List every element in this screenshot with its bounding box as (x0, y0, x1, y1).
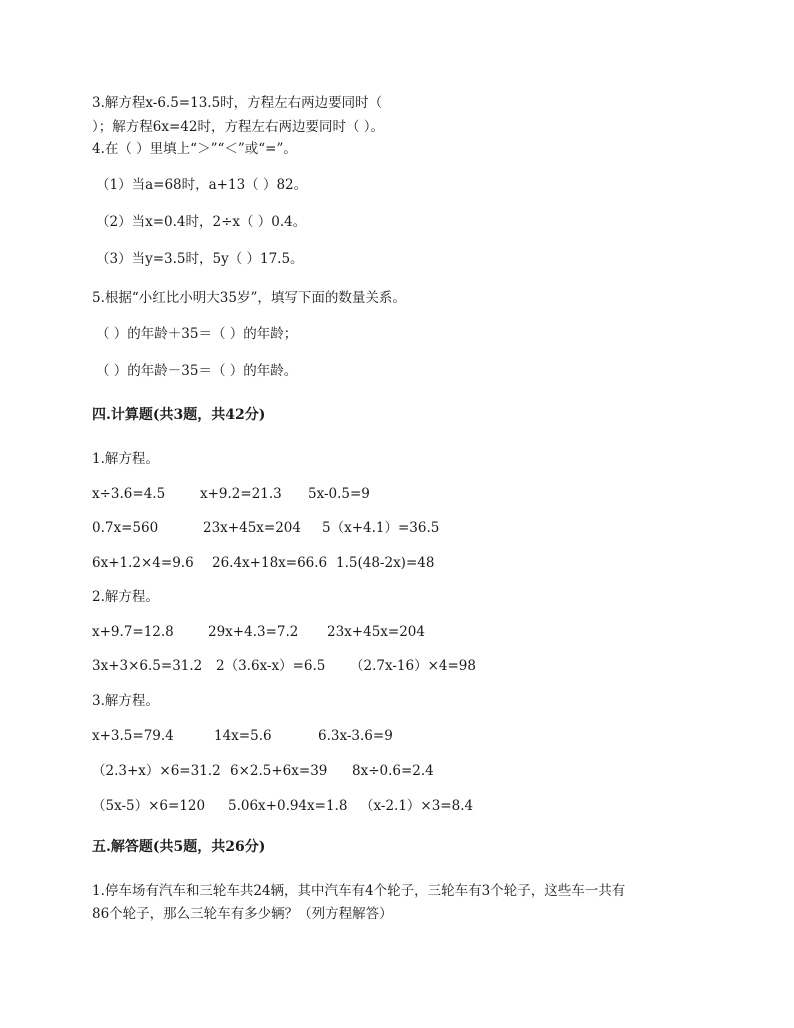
equation: 5x-0.5=9 (308, 486, 370, 502)
equation: 5.06x+0.94x=1.8 (228, 798, 348, 814)
equation: 5（x+4.1）=36.5 (322, 520, 440, 536)
q4-item-1: （1）当a=68时，a+13（ ）82。 (96, 177, 308, 193)
q5-item-1: （ ）的年龄＋35＝（ ）的年龄； (96, 326, 298, 342)
equation: 6×2.5+6x=39 (230, 763, 328, 779)
q4-intro: 4.在（ ）里填上“＞”“＜”或“=”。 (92, 141, 297, 157)
section-4-title: 四.计算题(共3题，共42分) (92, 407, 266, 423)
equation: 6x+1.2×4=9.6 (92, 555, 194, 571)
equation: （2.3+x）×6=31.2 (92, 763, 221, 779)
equation: 26.4x+18x=66.6 (212, 555, 328, 571)
equation: 1.5(48-2x)=48 (336, 555, 435, 571)
q5-item-2: （ ）的年龄－35＝（ ）的年龄。 (96, 363, 298, 379)
equation: x+3.5=79.4 (92, 728, 174, 744)
equation: （5x-5）×6=120 (92, 798, 206, 814)
equation: 6.3x-3.6=9 (318, 728, 393, 744)
q4-item-3: （3）当y=3.5时，5y（ ）17.5。 (96, 251, 304, 267)
equation: x+9.7=12.8 (92, 624, 174, 640)
equation: 23x+45x=204 (327, 624, 425, 640)
equation: 23x+45x=204 (203, 520, 301, 536)
q5-intro: 5.根据“小红比小明大35岁”，填写下面的数量关系。 (92, 290, 406, 306)
equation: 29x+4.3=7.2 (208, 624, 299, 640)
equation: x÷3.6=4.5 (92, 486, 166, 502)
equation: 14x=5.6 (214, 728, 272, 744)
equation: （2.7x-16）×4=98 (350, 658, 476, 674)
s5-q1-line-1: 1.停车场有汽车和三轮车共24辆，其中汽车有4个轮子，三轮车有3个轮子，这些车一共有 (92, 883, 626, 899)
equation: 0.7x=560 (92, 520, 159, 536)
equation: x+9.2=21.3 (200, 486, 282, 502)
s4-q1-label: 1.解方程。 (92, 451, 159, 467)
s5-q1-line-2: 86个轮子，那么三轮车有多少辆？（列方程解答） (92, 906, 393, 922)
equation: 8x÷0.6=2.4 (352, 763, 434, 779)
section-5-title: 五.解答题(共5题，共26分) (92, 839, 266, 855)
q3-line-2: ）；解方程6x=42时，方程左右两边要同时（ ）。 (92, 119, 384, 135)
q3-line-1: 3.解方程x-6.5=13.5时，方程左右两边要同时（ (92, 95, 383, 111)
equation: 3x+3×6.5=31.2 (92, 658, 203, 674)
s4-q3-label: 3.解方程。 (92, 693, 159, 709)
equation: 2（3.6x-x）=6.5 (216, 658, 326, 674)
s4-q2-label: 2.解方程。 (92, 589, 159, 605)
equation: （x-2.1）×3=8.4 (360, 798, 474, 814)
q4-item-2: （2）当x=0.4时，2÷x（ ）0.4。 (96, 214, 307, 230)
